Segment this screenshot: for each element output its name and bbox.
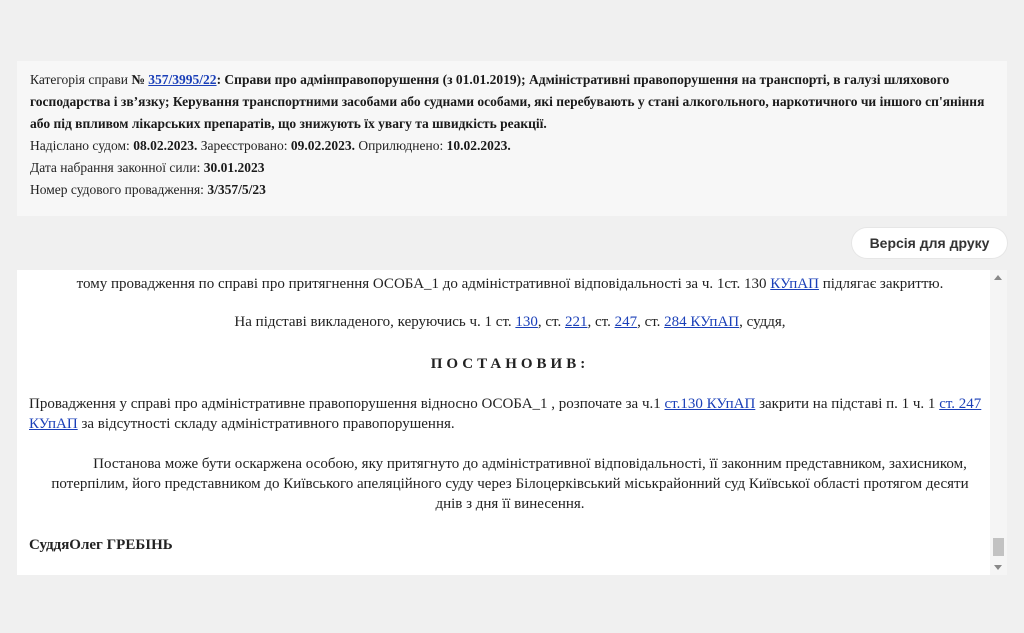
- decision-text: Провадження у справі про адміністративне правопорушення відносно ОСОБА_1 , розпочате за ч.1: [29, 396, 665, 412]
- paragraph-appeal: Постанова може бути оскаржена особою, яку притягнуто до адміністративної відповідальності, її законним представником, захисником, потерпілим, його представником до Київського апеляційного суду через Білоцерківський міськрайонний суд Київської області протягом десяти днів з дня її винесення.: [51, 456, 969, 512]
- article-130-kupap-link[interactable]: ст.130 КУпАП: [664, 396, 756, 412]
- proceeding-number-line: [30, 179, 994, 201]
- document-viewer[interactable]: [17, 270, 1007, 575]
- article-247-link[interactable]: 247: [614, 314, 638, 330]
- basis-sep-1: , ст.: [537, 314, 565, 330]
- judge-signature: СуддяОлег ГРЕБІНЬ: [29, 537, 173, 553]
- scroll-down-arrow-icon[interactable]: [994, 565, 1002, 570]
- paragraph-closing-tail: підлягає закриттю.: [818, 276, 944, 292]
- vertical-scrollbar[interactable]: [990, 270, 1007, 575]
- ruling-heading: ПОСТАНОВИВ:: [430, 356, 590, 372]
- registered-label: Зареєстровано:: [197, 138, 291, 153]
- basis-text: На підставі викладеного, керуючись ч. 1 ст.: [234, 314, 516, 330]
- published-value: 10.02.2023.: [446, 138, 511, 153]
- kupap-link[interactable]: КУпАП: [770, 276, 819, 292]
- paragraph-decision: [29, 394, 991, 434]
- print-version-button[interactable]: Версія для друку: [852, 228, 1007, 258]
- paragraph-closing: [29, 274, 991, 294]
- article-284-link[interactable]: 284 КУпАП: [664, 314, 740, 330]
- sent-value: 08.02.2023.: [133, 138, 198, 153]
- article-130-link[interactable]: 130: [515, 314, 538, 330]
- decision-tail: за відсутності складу адміністративного правопорушення.: [77, 416, 455, 432]
- published-label: Оприлюднено:: [354, 138, 447, 153]
- effective-date-line: [30, 157, 994, 179]
- article-247-kupap-link[interactable]: ст. 247 КУпАП: [29, 396, 982, 432]
- case-number-prefix: №: [131, 72, 149, 87]
- case-category-text: : Справи про адмінправопорушення (з 01.01.2019); Адміністративні правопорушення на транспорті, в галузі шляхового господарства і зв’язку; Керування транспортними засобами або суднами особами, які перебувають у стані алкогольного, наркотичного чи іншого сп'яніння або під впливом лікарських препаратів, що знижують їх увагу та швидкість реакції.: [30, 72, 985, 131]
- registered-value: 09.02.2023.: [290, 138, 355, 153]
- decision-middle: закрити на підставі п. 1 ч. 1: [755, 396, 940, 412]
- case-number-link[interactable]: 357/3995/22: [148, 72, 217, 87]
- case-info-panel: [17, 61, 1007, 216]
- document-text: [29, 274, 991, 555]
- proceeding-label: Номер судового провадження:: [30, 182, 208, 197]
- effective-value: 30.01.2023: [203, 160, 265, 175]
- dates-line: [30, 135, 994, 157]
- scroll-up-arrow-icon[interactable]: [994, 275, 1002, 280]
- sent-label: Надіслано судом:: [30, 138, 134, 153]
- basis-tail: , суддя,: [739, 314, 786, 330]
- basis-sep-2: , ст.: [587, 314, 615, 330]
- case-category-line: [30, 69, 994, 135]
- basis-sep-3: , ст.: [637, 314, 665, 330]
- article-221-link[interactable]: 221: [564, 314, 588, 330]
- proceeding-value: 3/357/5/23: [207, 182, 266, 197]
- scrollbar-thumb[interactable]: [993, 538, 1004, 556]
- effective-label: Дата набрання законної сили:: [30, 160, 204, 175]
- paragraph-basis: [29, 312, 991, 332]
- case-category-label: Категорія справи: [30, 72, 132, 87]
- paragraph-closing-text: тому провадження по справі про притягнення ОСОБА_1 до адміністративної відповідальності за ч. 1ст. 130: [76, 276, 771, 292]
